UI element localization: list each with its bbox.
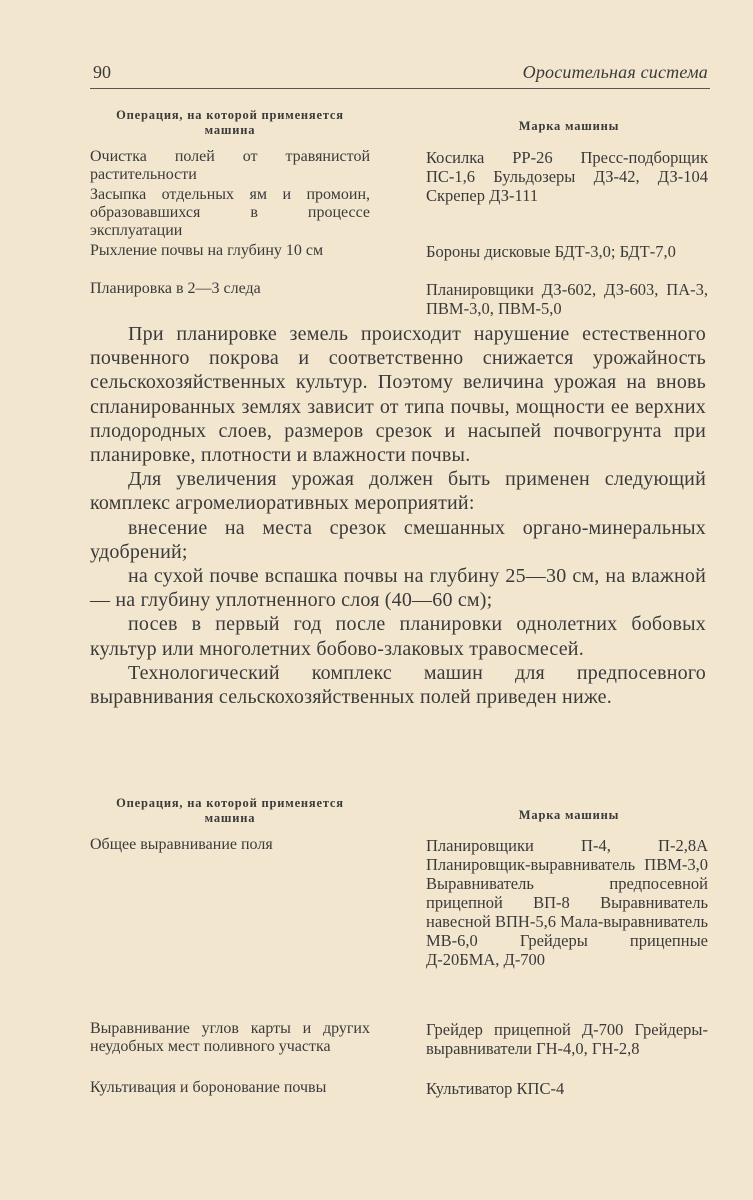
operation-cell: Рыхление почвы на глубину 10 см — [90, 242, 324, 259]
page-header — [90, 58, 710, 89]
operation-cell: Засыпка отдельных ям и промоин, образовавшихся в процессе эксплуатации — [90, 186, 370, 239]
operation-cell: Культивация и боронование почвы — [90, 1079, 327, 1096]
page-number: 90 — [93, 62, 111, 82]
paragraph: посев в первый год после планировки однолетних бобовых культур или многолетних бобово-злаковых травосмесей. — [90, 613, 706, 660]
column-header-machine: Марка машины — [518, 808, 620, 822]
column-header-operation: Операция, на которой применяется машина — [116, 108, 344, 137]
operation-cell: Планировка в 2—3 следа — [90, 280, 261, 297]
operation-cell: Общее выравнивание поля — [90, 836, 273, 853]
running-title: Оросительная система — [522, 62, 708, 82]
paragraph: При планировке земель происходит нарушение естественного почвенного покрова и соответственно снижается урожайность сельскохозяйственных культур. Поэтому величина урожая на вновь спланированных землях зависит от типа почвы, мощности ее верхних плодородных слоев, размеров срезок и насыпей почвогрунта при планировке, плотности и влажности почвы. — [90, 323, 706, 467]
column-header-operation: Операция, на которой применяется машина — [116, 796, 344, 825]
operation-cell: Выравнивание углов карты и других неудобных мест поливного участка — [90, 1020, 370, 1055]
machine-cell: Грейдер прицепной Д-700 Грейдеры-выравниватели ГН-4,0, ГН-2,8 — [426, 1020, 708, 1058]
machine-cell: Планировщики ДЗ-602, ДЗ-603, ПА-3, ПВМ-3,0, ПВМ-5,0 — [426, 280, 708, 318]
machine-cell: Культиватор КПС-4 — [426, 1079, 565, 1098]
machine-cell: Бороны дисковые БДТ-3,0; БДТ-7,0 — [426, 242, 676, 261]
paragraph: Технологический комплекс машин для предпосевного выравнивания сельскохозяйственных полей приведен ниже. — [90, 661, 706, 709]
machine-cell: Косилка РР-26 Пресс-подборщик ПС-1,6 Бульдозеры ДЗ-42, ДЗ-104 Скрепер ДЗ-111 — [426, 148, 708, 205]
operation-cell: Очистка полей от травянистой растительности — [90, 148, 370, 183]
paragraph: Для увеличения урожая должен быть применен следующий комплекс агромелиоративных мероприятий: — [90, 468, 706, 515]
column-header-machine: Марка машины — [518, 119, 620, 133]
paragraph: на сухой почве вспашка почвы на глубину 25—30 см, на влажной — на глубину уплотненного слоя (40—60 см); — [90, 565, 706, 612]
machine-cell: Планировщики П-4, П-2,8А Планировщик-выравниватель ПВМ-3,0 Выравниватель предпосевной прицепной ВП-8 Выравниватель навесной ВПН-5,6 Мала-выравниватель МВ-6,0 Грейдеры прицепные Д-20БМА, Д-700 — [426, 836, 708, 969]
body-text — [90, 322, 706, 709]
paragraph: внесение на места срезок смешанных органо-минеральных удобрений; — [90, 516, 706, 563]
